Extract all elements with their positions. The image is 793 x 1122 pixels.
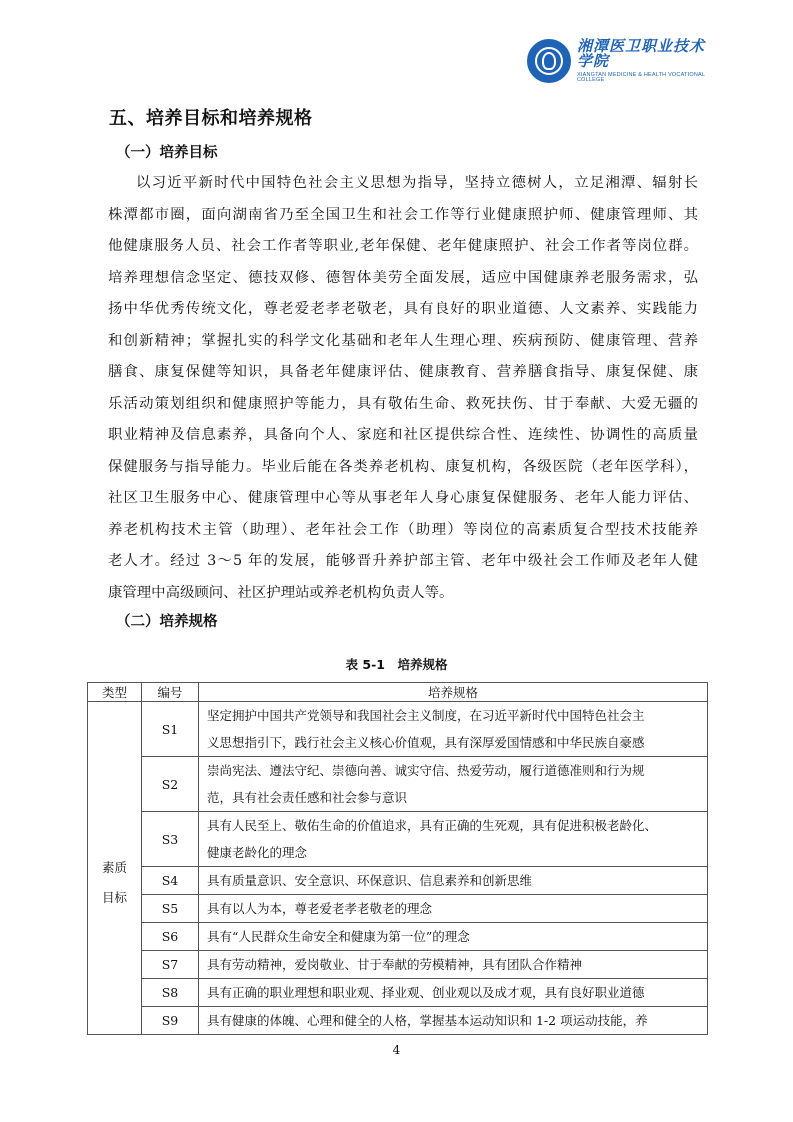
code-cell: S1: [142, 702, 199, 757]
header-code: 编号: [142, 683, 199, 702]
type-label-line2: 目标: [101, 890, 127, 905]
spec-line: 健康老龄化的理念: [207, 845, 308, 860]
type-cell: [88, 702, 142, 1035]
logo-chinese-name: 湘潭医卫职业技术学院: [577, 36, 706, 70]
table-row: [88, 702, 708, 757]
spec-cell: 具有质量意识、安全意识、环保意识、信息素养和创新思维: [199, 867, 708, 895]
code-cell: S2: [142, 757, 199, 812]
type-label-line1: 素质: [101, 860, 127, 875]
training-goal-paragraph: [108, 168, 698, 609]
spec-cell: [199, 702, 708, 757]
training-spec-table: [87, 682, 708, 1035]
spec-cell: [199, 812, 708, 867]
paragraph-line: 养老机构技术主管（助理）、老年社会工作（助理）等岗位的高素质复合型技术技能养: [108, 521, 698, 538]
table-row: [88, 895, 708, 923]
code-cell: S9: [142, 1007, 199, 1035]
paragraph-line: 康管理中高级顾问、社区护理站或养老机构负责人等。: [108, 584, 454, 601]
paragraph-line: 社区卫生服务中心、健康管理中心等从事老年人身心康复保健服务、老年人能力评估、: [108, 490, 698, 506]
spec-cell: 具有健康的体魄、心理和健全的人格，掌握基本运动知识和 1-2 项运动技能，养: [199, 1007, 708, 1035]
subsection-title-goals: （一）培养目标: [116, 145, 218, 161]
college-emblem-icon: [527, 39, 571, 83]
spec-line: 崇尚宪法、遵法守纪、崇德向善、诚实守信、热爱劳动，履行道德准则和行为规: [207, 763, 645, 778]
page-number: 4: [392, 1043, 401, 1057]
table-row: [88, 812, 708, 867]
code-cell: S8: [142, 979, 199, 1007]
header-spec: 培养规格: [199, 683, 708, 702]
table-row: [88, 951, 708, 979]
paragraph-line: 培养理想信念坚定、德技双修、德智体美劳全面发展，适应中国健康养老服务需求，弘: [108, 269, 698, 286]
paragraph-line: 膳食、康复保健等知识，具备老年健康评估、健康教育、营养膳食指导、康复保健、康: [108, 364, 698, 380]
spec-cell: 具有以人为本，尊老爱老孝老敬老的理念: [199, 895, 708, 923]
spec-cell: 具有劳动精神，爱岗敬业、甘于奉献的劳模精神，具有团队合作精神: [199, 951, 708, 979]
section-title: 五、培养目标和培养规格: [109, 108, 313, 129]
subsection-title-specs: （二）培养规格: [116, 614, 218, 630]
code-cell: S5: [142, 895, 199, 923]
paragraph-line: 和创新精神；掌握扎实的科学文化基础和老年人生理心理、疾病预防、健康管理、营养: [108, 332, 698, 349]
spec-cell: [199, 757, 708, 812]
logo-text: [577, 36, 717, 84]
paragraph-line: 乐活动策划组织和健康照护等能力，具有敬佑生命、救死扶伤、甘于奉献、大爱无疆的: [108, 395, 698, 412]
paragraph-line: 扬中华优秀传统文化，尊老爱老孝老敬老，具有良好的职业道德、人文素养、实践能力: [108, 301, 698, 317]
table-row: [88, 923, 708, 951]
spec-cell: 具有“人民群众生命安全和健康为第一位”的理念: [199, 923, 708, 951]
spec-cell: 具有正确的职业理想和职业观、择业观、创业观以及成才观，具有良好职业道德: [199, 979, 708, 1007]
code-cell: S7: [142, 951, 199, 979]
table-header-row: [88, 683, 708, 702]
code-cell: S4: [142, 867, 199, 895]
paragraph-line: 他健康服务人员、社会工作者等职业,老年保健、老年健康照护、社会工作者等岗位群。: [108, 238, 698, 254]
table-row: [88, 979, 708, 1007]
header-type: 类型: [88, 683, 142, 702]
logo-english-name: XIANGTAN MEDICINE & HEALTH VOCATIONAL COLLEGE: [577, 71, 705, 83]
spec-line: 义思想指引下，践行社会主义核心价值观，具有深厚爱国情感和中华民族自豪感: [207, 735, 645, 750]
college-logo: [527, 38, 717, 84]
table-caption: 表 5-1 培养规格: [345, 657, 448, 672]
table-row: [88, 867, 708, 895]
paragraph-line: 以习近平新时代中国特色社会主义思想为指导，坚持立德树人，立足湘潭、辐射长: [136, 175, 698, 191]
spec-line: 范，具有社会责任感和社会参与意识: [207, 790, 408, 805]
paragraph-line: 株潭都市圈，面向湖南省乃至全国卫生和社会工作等行业健康照护师、健康管理师、其: [108, 206, 698, 223]
spec-line: 具有人民至上、敬佑生命的价值追求，具有正确的生死观，具有促进积极老龄化、: [207, 818, 658, 833]
code-cell: S6: [142, 923, 199, 951]
paragraph-line: 老人才。经过 3～5 年的发展，能够晋升养护部主管、老年中级社会工作师及老年人健: [108, 553, 698, 569]
code-cell: S3: [142, 812, 199, 867]
table-row: [88, 1007, 708, 1035]
paragraph-line: 职业精神及信息素养，具备向个人、家庭和社区提供综合性、连续性、协调性的高质量: [108, 427, 698, 443]
table-row: [88, 757, 708, 812]
spec-line: 坚定拥护中国共产党领导和我国社会主义制度，在习近平新时代中国特色社会主: [207, 708, 645, 723]
paragraph-line: 保健服务与指导能力。毕业后能在各类养老机构、康复机构，各级医院（老年医学科），: [108, 458, 698, 475]
